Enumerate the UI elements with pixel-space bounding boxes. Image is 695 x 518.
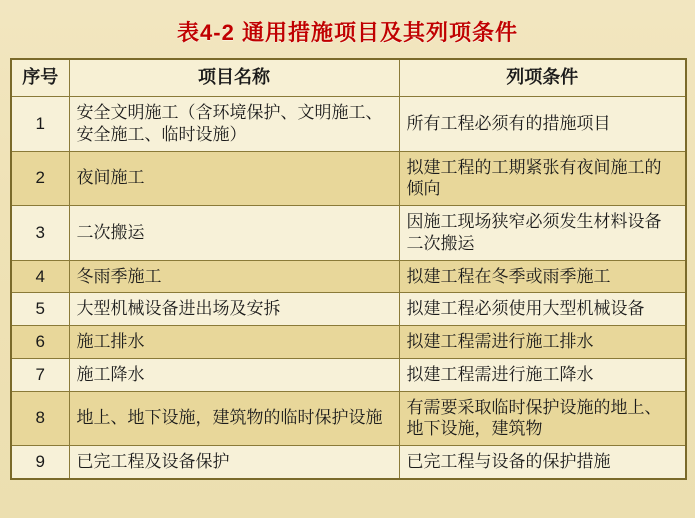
cell-condition: 有需要采取临时保护设施的地上、地下设施，建筑物 (399, 391, 686, 446)
cell-condition: 拟建工程的工期紧张有夜间施工的倾向 (399, 151, 686, 206)
cell-condition: 拟建工程在冬季或雨季施工 (399, 260, 686, 293)
table-row (11, 358, 686, 391)
page-title: 表4-2 通用措施项目及其列项条件 (177, 20, 518, 45)
table-row (11, 97, 686, 152)
cell-no: 1 (11, 97, 69, 152)
cell-name: 安全文明施工（含环境保护、文明施工、安全施工、临时设施） (69, 97, 399, 152)
table-row (11, 326, 686, 359)
table-body (11, 97, 686, 479)
cell-no: 7 (11, 358, 69, 391)
cell-condition: 拟建工程必须使用大型机械设备 (399, 293, 686, 326)
cell-condition: 已完工程与设备的保护措施 (399, 446, 686, 479)
cell-name: 二次搬运 (69, 206, 399, 261)
cell-name: 施工排水 (69, 326, 399, 359)
table-row (11, 206, 686, 261)
table-row (11, 151, 686, 206)
cell-name: 已完工程及设备保护 (69, 446, 399, 479)
cell-condition: 拟建工程需进行施工排水 (399, 326, 686, 359)
table-header-row (11, 59, 686, 97)
table-row (11, 446, 686, 479)
cell-no: 9 (11, 446, 69, 479)
table-row (11, 391, 686, 446)
cell-name: 冬雨季施工 (69, 260, 399, 293)
cell-no: 5 (11, 293, 69, 326)
cell-name: 夜间施工 (69, 151, 399, 206)
column-header-no: 序号 (11, 59, 69, 97)
cell-name: 施工降水 (69, 358, 399, 391)
column-header-name: 项目名称 (69, 59, 399, 97)
cell-name: 地上、地下设施，建筑物的临时保护设施 (69, 391, 399, 446)
cell-no: 4 (11, 260, 69, 293)
cell-no: 6 (11, 326, 69, 359)
cell-name: 大型机械设备进出场及安拆 (69, 293, 399, 326)
table-header (11, 59, 686, 97)
cell-condition: 拟建工程需进行施工降水 (399, 358, 686, 391)
table-container (10, 58, 685, 480)
cell-no: 2 (11, 151, 69, 206)
table-row (11, 260, 686, 293)
cell-no: 8 (11, 391, 69, 446)
cell-condition: 因施工现场狭窄必须发生材料设备二次搬运 (399, 206, 686, 261)
table-row (11, 293, 686, 326)
cell-no: 3 (11, 206, 69, 261)
cell-condition: 所有工程必须有的措施项目 (399, 97, 686, 152)
column-header-condition: 列项条件 (399, 59, 686, 97)
measures-table (10, 58, 687, 480)
